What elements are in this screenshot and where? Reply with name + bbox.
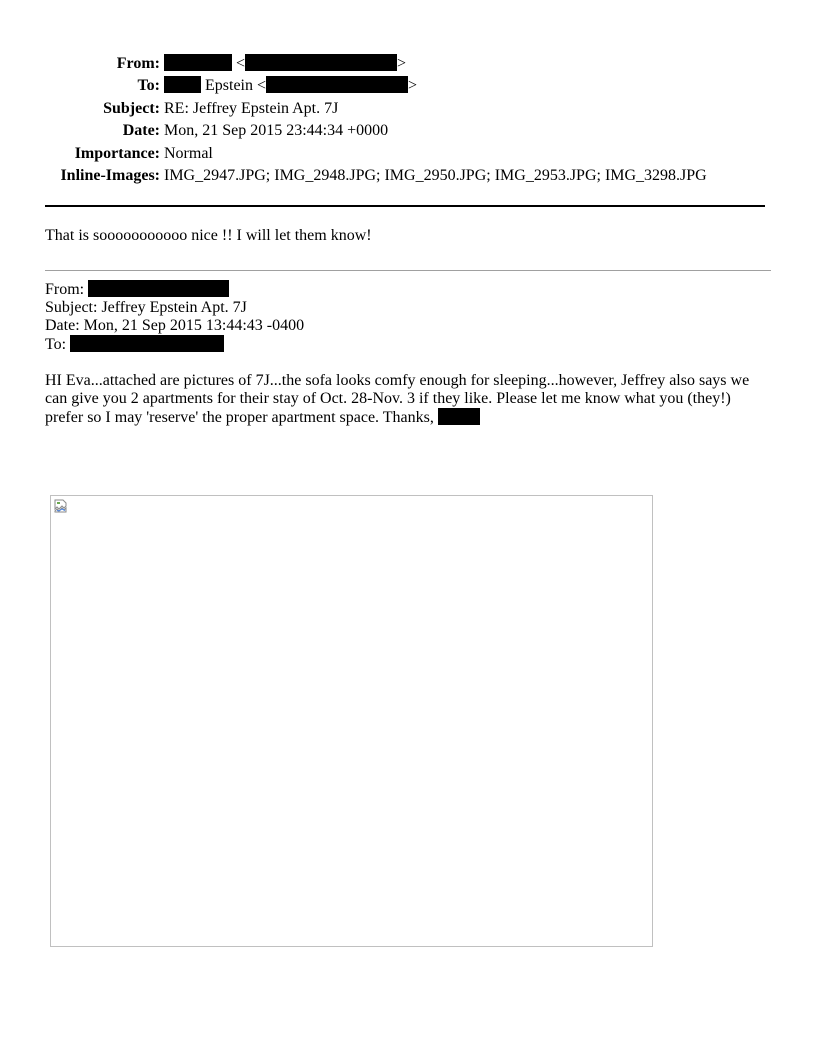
quote-divider — [45, 270, 771, 271]
from-bracket-close: > — [397, 55, 407, 72]
inline-image — [50, 495, 653, 947]
redaction-box — [245, 54, 397, 71]
message-body-text: HI Eva...attached are pictures of 7J...the sofa looks comfy enough for sleeping...however, Jeffrey also says we can give you 2 apartments for their stay of Oct. 28-Nov. 3 if they like. Please let me know what you (they!) prefer so I may 'reserve' the proper apartment space. Thanks, — [45, 372, 750, 426]
importance-value: Normal — [164, 144, 213, 162]
quoted-subject-line: Subject: Jeffrey Epstein Apt. 7J — [45, 299, 247, 316]
to-label: To: — [137, 77, 160, 95]
importance-label: Importance: — [74, 144, 160, 162]
quoted-to-line — [45, 335, 304, 354]
email-header — [0, 53, 816, 187]
redaction-box — [164, 76, 201, 93]
quoted-from-line — [45, 280, 304, 299]
date-value: Mon, 21 Sep 2015 23:44:34 +0000 — [164, 122, 389, 140]
inline-images-label: Inline-Images: — [60, 166, 160, 184]
from-bracket-open: < — [236, 55, 246, 72]
subject-label: Subject: — [103, 99, 160, 117]
quoted-header — [45, 280, 304, 354]
quoted-to-label: To: — [45, 336, 67, 353]
to-name: Epstein < — [205, 77, 267, 95]
header-date-row — [0, 120, 816, 142]
reply-text: That is sooooooooooo nice !! I will let them know! — [45, 227, 372, 244]
header-subject-row — [0, 98, 816, 120]
subject-value: RE: Jeffrey Epstein Apt. 7J — [164, 99, 339, 117]
redaction-box — [88, 280, 229, 297]
header-importance-row — [0, 143, 816, 165]
redaction-box — [438, 408, 480, 425]
inline-images-value: IMG_2947.JPG; IMG_2948.JPG; IMG_2950.JPG; IMG_2953.JPG; IMG_3298.JPG — [164, 166, 707, 184]
header-to-row — [0, 75, 816, 97]
to-bracket-close: > — [408, 77, 418, 95]
from-value — [164, 53, 406, 75]
redaction-box — [266, 76, 408, 93]
redaction-box — [164, 54, 232, 71]
from-label: From: — [116, 55, 160, 72]
header-from-row — [0, 53, 816, 75]
header-inline-images-row — [0, 165, 816, 187]
quoted-date-line: Date: Mon, 21 Sep 2015 13:44:43 -0400 — [45, 317, 305, 334]
redaction-box — [70, 335, 224, 352]
to-value — [164, 75, 417, 97]
broken-image-icon — [54, 499, 68, 513]
date-label: Date: — [122, 122, 160, 140]
message-body — [45, 372, 765, 427]
quoted-from-label: From: — [45, 281, 85, 298]
header-divider — [45, 205, 765, 207]
